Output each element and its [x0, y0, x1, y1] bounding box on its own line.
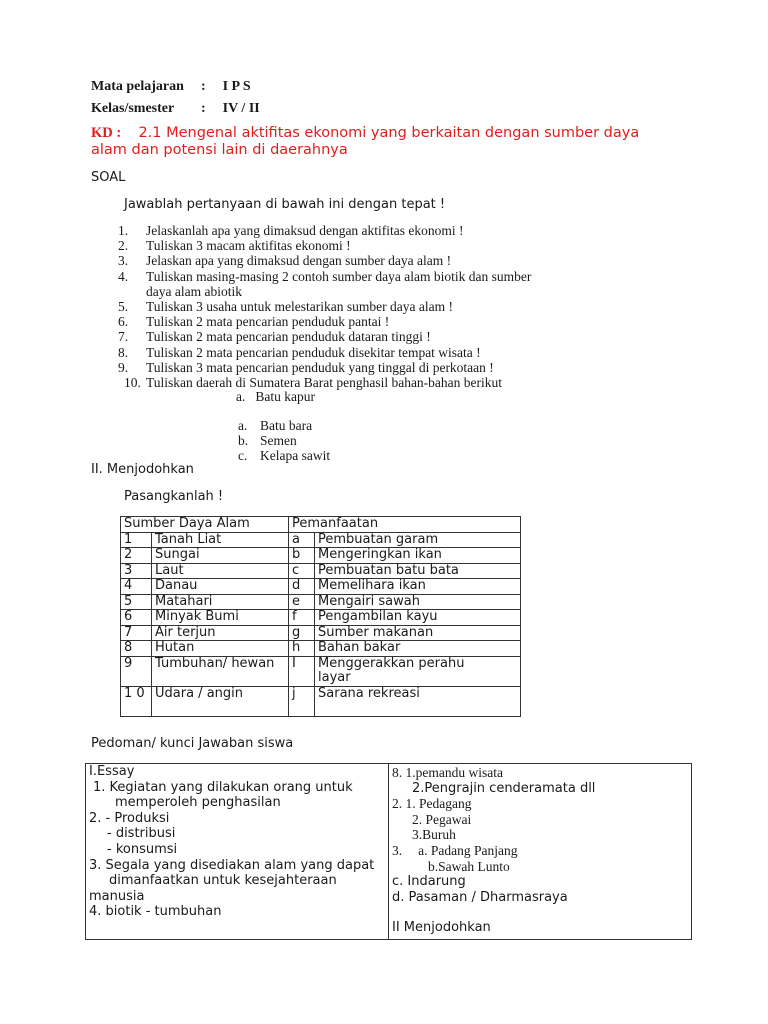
header-use: Pemanfaatan: [289, 517, 521, 533]
table-row: 8 Hutan h Bahan bakar: [121, 641, 521, 657]
table-row: 1 Tanah Liat a Pembuatan garam: [121, 532, 521, 548]
table-row: 7 Air terjun g Sumber makanan: [121, 625, 521, 641]
question-item: 1. Jelaskanlah apa yang dimaksud dengan aktifitas ekonomi !: [118, 223, 464, 238]
section-title-soal: SOAL: [91, 170, 126, 185]
class-row: [91, 101, 260, 117]
class-label: Kelas/smester: [91, 101, 174, 116]
kd-text-line2: alam dan potensi lain di daerahnya: [91, 142, 348, 158]
menjodohkan-instruction: Pasangkanlah !: [124, 489, 224, 504]
option-item: c. Kelapa sawit: [238, 448, 331, 463]
matching-table: [120, 516, 521, 717]
table-row: 4 Danau d Memelihara ikan: [121, 579, 521, 595]
subject-value: I P S: [222, 79, 251, 94]
answer-key-title: Pedoman/ kunci Jawaban siswa: [91, 736, 294, 751]
section-title-menjodohkan: II. Menjodohkan: [91, 462, 194, 477]
question-item: 2. Tuliskan 3 macam aktifitas ekonomi !: [118, 238, 351, 254]
option-item: b. Semen: [238, 433, 297, 448]
question-item: 5. Tuliskan 3 usaha untuk melestarikan sumber daya alam !: [118, 299, 453, 315]
question-item: 8. Tuliskan 2 mata pencarian penduduk disekitar tempat wisata !: [118, 344, 481, 360]
kd-label: KD :: [91, 125, 122, 141]
answer-key-left: I.Essay 1. Kegiatan yang dilakukan orang untuk memperoleh penghasilan 2. - Produksi - distribusi - konsumsi 3. Segala yang disediakan alam yang dapat dimanfaatkan untuk kesejahteraan manusia 4. biotik - tumbuhan: [86, 764, 389, 940]
class-value: IV / II: [222, 101, 260, 116]
option-first: a. Batu kapur: [236, 389, 315, 404]
table-row: 1 0 Udara / angin j Sarana rekreasi: [121, 686, 521, 716]
table-row: 5 Matahari e Mengairi sawah: [121, 594, 521, 610]
matching-table-header: [121, 517, 521, 533]
question-list: [118, 223, 678, 390]
question-item: 6. Tuliskan 2 mata pencarian penduduk pantai !: [118, 314, 390, 330]
table-row: 9 Tumbuhan/ hewan I Menggerakkan perahu layar: [121, 656, 521, 686]
question-item: 10. Tuliskan daerah di Sumatera Barat penghasil bahan-bahan berikut: [124, 375, 503, 391]
option-item: a. Batu bara: [238, 418, 313, 433]
header-source: Sumber Daya Alam: [121, 517, 289, 533]
question-item: 3. Jelaskan apa yang dimaksud dengan sumber daya alam !: [118, 253, 452, 269]
subject-label: Mata pelajaran: [91, 79, 184, 94]
question-item: 9. Tuliskan 3 mata pencarian penduduk yang tinggal di perkotaan !: [118, 359, 494, 375]
question-item: 4. Tuliskan masing-masing 2 contoh sumber daya alam biotik dan sumber daya alam abiotik: [118, 268, 532, 299]
class-sep: :: [200, 101, 206, 116]
kd-line1: [91, 124, 639, 142]
question-item: 7. Tuliskan 2 mata pencarian penduduk dataran tinggi !: [118, 329, 431, 345]
table-row: 2 Sungai b Mengeringkan ikan: [121, 548, 521, 564]
table-row: 6 Minyak Bumi f Pengambilan kayu: [121, 610, 521, 626]
answer-key-table: [85, 763, 692, 940]
answer-key-right: 8. 1.pemandu wisata 2.Pengrajin cenderamata dll 2. 1. Pedagang 2. Pegawai 3.Buruh 3. a. Padang Panjang b.Sawah Lunto c. Indarung d. Pasaman / Dharmasraya II Menjodohkan: [389, 764, 692, 940]
subject-row: [91, 79, 251, 95]
kd-text-line1: 2.1 Mengenal aktifitas ekonomi yang berkaitan dengan sumber daya: [138, 125, 640, 141]
subject-sep: :: [200, 79, 206, 94]
table-row: 3 Laut c Pembuatan batu bata: [121, 563, 521, 579]
soal-instruction: Jawablah pertanyaan di bawah ini dengan tepat !: [124, 197, 446, 212]
